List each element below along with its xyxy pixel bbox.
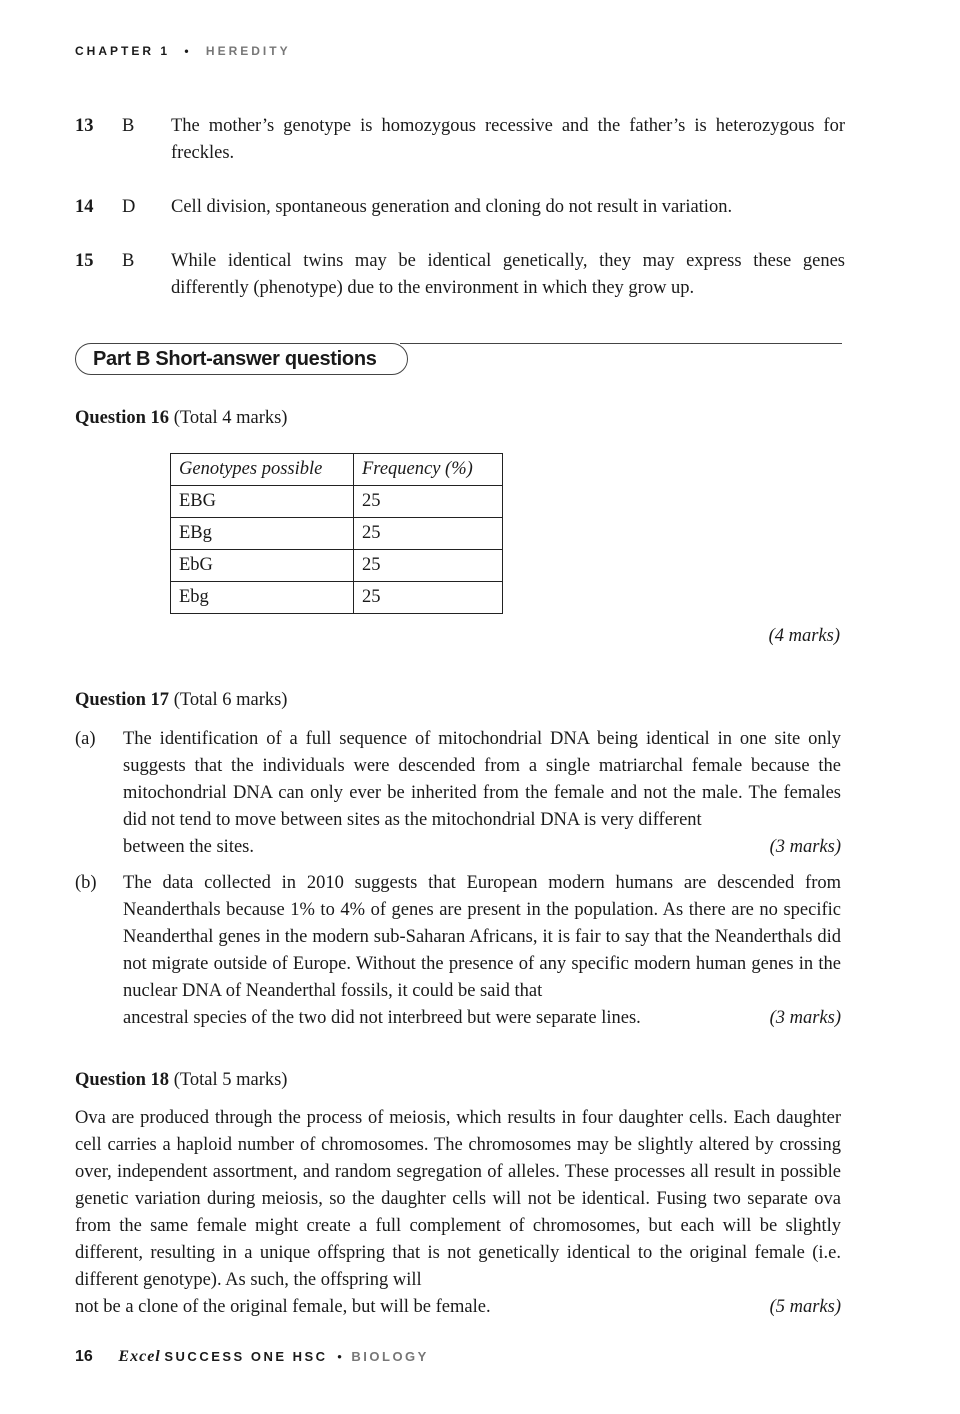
table-cell: 25: [354, 550, 503, 582]
answer-text-end: ancestral species of the two did not interbreed but were separate lines.: [123, 1008, 641, 1028]
answer-explanation: While identical twins may be identical genetically, they may express these genes differently (phenotype) due to the environment in which they grow up.: [171, 251, 845, 298]
brand-logo-text: Excel: [118, 1348, 161, 1365]
question-total: (Total 6 marks): [173, 690, 288, 710]
chapter-topic: HEREDITY: [205, 44, 291, 58]
subject-label: BIOLOGY: [351, 1349, 429, 1364]
answer-letter: D: [122, 197, 136, 217]
answer-letter: B: [122, 116, 135, 136]
answer-last-line: [75, 1294, 841, 1321]
answer-text-end: not be a clone of the original female, but will be female.: [75, 1297, 491, 1317]
table-row: [171, 518, 503, 550]
question-number: 15: [75, 251, 94, 271]
series-title: SUCCESS ONE HSC: [164, 1349, 328, 1364]
table-cell: 25: [354, 486, 503, 518]
answer-last-line: [123, 1005, 841, 1032]
question-total: (Total 4 marks): [173, 408, 288, 428]
column-header: Genotypes possible: [171, 454, 354, 486]
table-row: [171, 550, 503, 582]
part-label: (a): [75, 729, 96, 749]
question-number: 13: [75, 116, 94, 136]
answer-text-end: between the sites.: [123, 837, 254, 857]
mc-answer-15: [75, 248, 845, 302]
question-17-heading: [75, 690, 287, 711]
column-header: Frequency (%): [354, 454, 503, 486]
answer-text: The data collected in 2010 suggests that European modern humans are descended from Neanderthals because 1% to 4% of genes are present in the population. As there are no specific Neanderthal genes in the modern sub-Saharan Africans, it is fair to say that the Neanderthals did not migrate outside of Europe. Without the presence of any specific modern human genes in the nuclear DNA of Neanderthal fossils, it could be said that: [123, 873, 841, 1001]
answer-text: The identification of a full sequence of mitochondrial DNA being identical in one site only suggests that the individuals were descended from a single matriarchal female because the mitochondrial DNA can only ever be inherited from the female and not the male. The females did not tend to move between sites as the mitochondrial DNA is very different: [123, 729, 841, 830]
table-cell: 25: [354, 518, 503, 550]
table-cell: EBG: [171, 486, 354, 518]
table-cell: 25: [354, 582, 503, 614]
mc-answer-14: [75, 194, 845, 221]
table-cell: EBg: [171, 518, 354, 550]
answer-last-line: [123, 834, 841, 861]
section-heading: Part B Short-answer questions: [75, 343, 408, 375]
table-cell: EbG: [171, 550, 354, 582]
question-label: Question 16: [75, 408, 170, 428]
question-label: Question 17: [75, 690, 170, 710]
page-number: 16: [75, 1348, 93, 1365]
table-row: [171, 582, 503, 614]
footer-separator: •: [337, 1349, 342, 1364]
question-label: Question 18: [75, 1070, 170, 1090]
answer-explanation: Cell division, spontaneous generation and cloning do not result in variation.: [171, 197, 733, 217]
table-header-row: [171, 454, 503, 486]
genotype-table: [170, 453, 503, 614]
question-total: (Total 5 marks): [173, 1070, 288, 1090]
answer-explanation: The mother’s genotype is homozygous recessive and the father’s is heterozygous for freckles.: [171, 116, 845, 163]
marks-label: (3 marks): [769, 837, 841, 857]
answer-17a: [75, 726, 841, 861]
question-18-heading: [75, 1070, 287, 1091]
marks-label: (4 marks): [768, 626, 840, 646]
answer-18: [75, 1105, 841, 1321]
header-separator: •: [184, 44, 192, 58]
answer-17b: [75, 870, 841, 1032]
marks-label: (3 marks): [769, 1008, 841, 1028]
running-header: [75, 44, 291, 58]
answer-text: Ova are produced through the process of meiosis, which results in four daughter cells. Each daughter cell carries a haploid number of chromosomes. The chromosomes may be slightly altered by crossing over, independent assortment, and random segregation of alleles. These processes all result in possible genetic variation during meiosis, so the daughter cells will not be identical. Fusing two separate ova from the same female might create a full complement of chromosomes, but each will be slightly different, resulting in a unique offspring that is not genetically identical to the original female (i.e. different genotype). As such, the offspring will: [75, 1108, 841, 1290]
table-cell: Ebg: [171, 582, 354, 614]
marks-label: (5 marks): [769, 1297, 841, 1317]
question-number: 14: [75, 197, 94, 217]
section-rule: [400, 343, 842, 344]
running-footer: [75, 1348, 429, 1366]
mc-answer-13: [75, 113, 845, 167]
chapter-label: CHAPTER 1: [75, 44, 171, 58]
question-16-heading: [75, 408, 287, 429]
part-label: (b): [75, 873, 97, 893]
answer-letter: B: [122, 251, 135, 271]
table-row: [171, 486, 503, 518]
